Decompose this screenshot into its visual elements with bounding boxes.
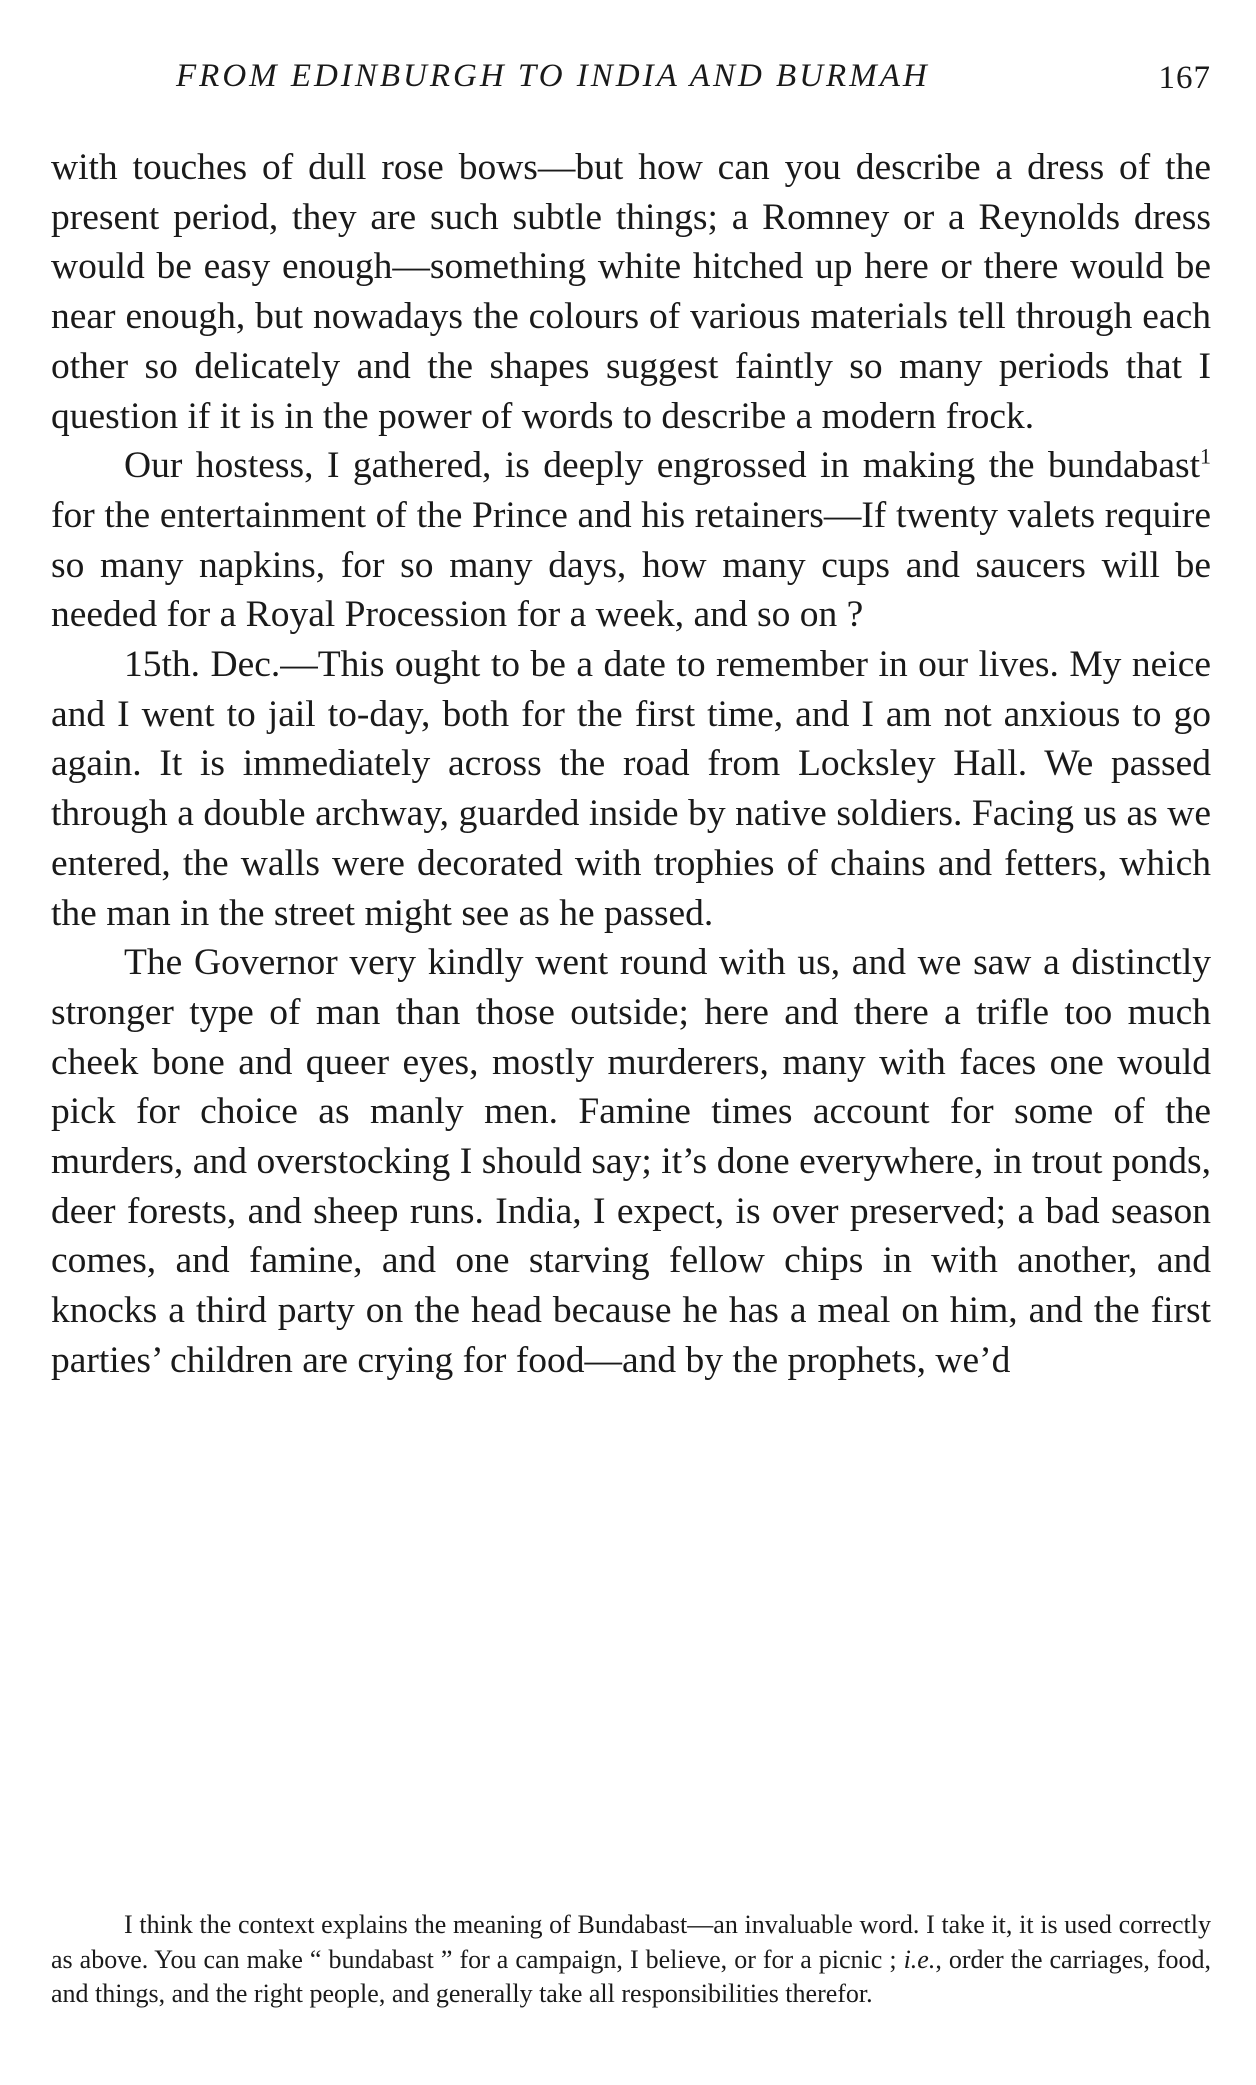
paragraph-hostess-text-b: for the entertainment of the Prince and his retainers—If twenty valets require so many napkins, for so many days, how many cups and saucers will be needed for a Royal Procession for a week, and so on ?: [51, 494, 1211, 636]
footnote-reference: 1: [1200, 443, 1211, 469]
book-page: [51, 0, 1211, 2085]
footnote-text: [51, 1908, 1211, 2012]
footnote-italic: i.e.: [903, 1944, 936, 1974]
paragraph-hostess-text-a: Our hostess, I gathered, is deeply engrossed in making the bundabast: [124, 445, 1200, 487]
paragraph-continued: with touches of dull rose bows—but how can you describe a dress of the present period, they are such subtle things; a Romney or a Reynolds dress would be easy enough—something white hitched up here or there would be near enough, but nowadays the colours of various materials tell through each other so delicately and the shapes suggest faintly so many periods that I question if it is in the power of words to describe a modern frock.: [51, 147, 1211, 437]
paragraph-jail: 15th. Dec.—This ought to be a date to remember in our lives. My neice and I went to jail to-day, both for the first time, and I am not anxious to go again. It is immediately across the road from Locksley Hall. We passed through a double archway, guarded inside by native soldiers. Facing us as we entered, the walls were decorated with trophies of chains and fetters, which the man in the street might see as he passed.: [51, 644, 1211, 934]
body-text: [51, 143, 1211, 1386]
footnote: [51, 1908, 1211, 2012]
page-number: 167: [1158, 60, 1211, 96]
footnote-text-a: I think the context explains the meaning of Bundabast—an invaluable word. I take it, it is used correctly as above. You can make “ bundabast ” for a campaign, I believe, or for a picnic ;: [51, 1910, 1211, 1974]
running-title: FROM EDINBURGH TO INDIA AND BURMAH: [176, 58, 930, 94]
running-head: [51, 58, 1211, 108]
footnote-text-b: , order the carriages, food, and things, and the right people, and generally take all responsibilities therefor.: [51, 1944, 1211, 2008]
paragraph-hostess: [51, 441, 1211, 640]
paragraph-governor: The Governor very kindly went round with us, and we saw a distinctly stronger type of man than those outside; here and there a trifle too much cheek bone and queer eyes, mostly murderers, many with faces one would pick for choice as manly men. Famine times account for some of the murders, and overstocking I should say; it’s done everywhere, in trout ponds, deer forests, and sheep runs. India, I expect, is over preserved; a bad season comes, and famine, and one starving fellow chips in with another, and knocks a third party on the head because he has a meal on him, and the first parties’ children are crying for food—and by the prophets, we’d: [51, 942, 1211, 1381]
